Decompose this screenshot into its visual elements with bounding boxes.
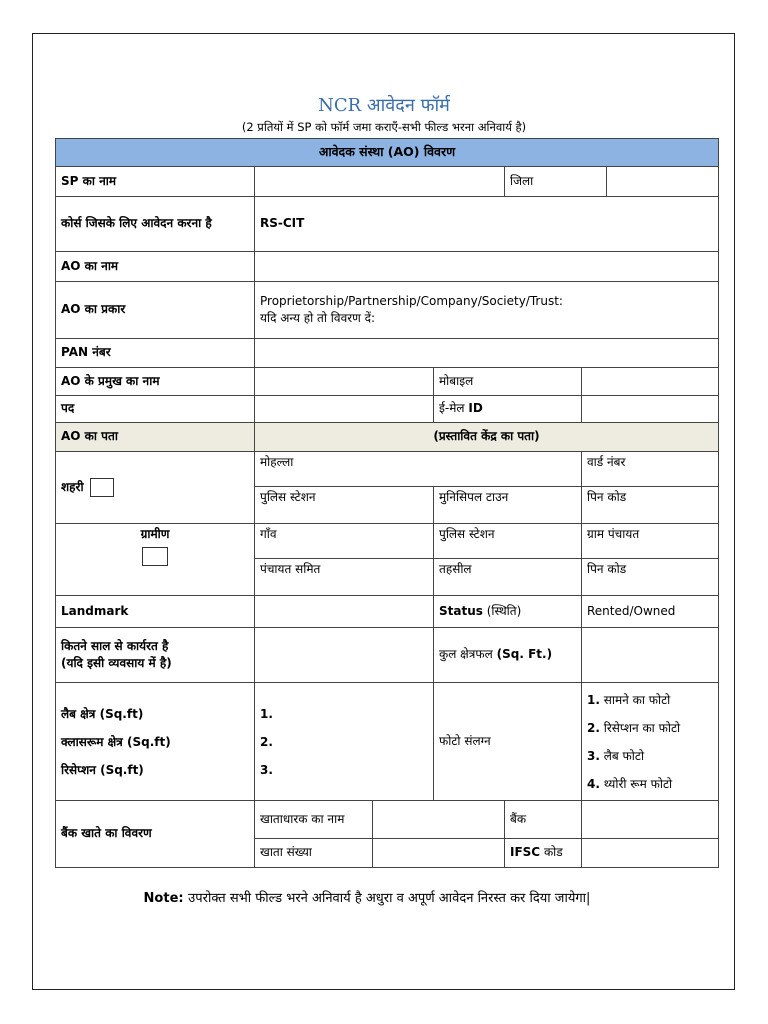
account-number-field[interactable]	[373, 839, 505, 868]
mohalla-cell[interactable]: मोहल्ला	[255, 452, 582, 487]
panchayat-samiti-cell[interactable]: पंचायत समित	[255, 559, 434, 596]
note-prefix: Note:	[143, 891, 184, 906]
mobile-label: मोबाइल	[434, 368, 582, 396]
ifsc-field[interactable]	[582, 839, 719, 868]
total-area-field[interactable]	[582, 628, 719, 683]
area-number-2: 2.	[260, 734, 273, 749]
lab-area-label	[61, 700, 249, 728]
course-value: RS-CIT	[255, 197, 719, 252]
rural-label: ग्रामीण	[140, 527, 170, 541]
table-row	[56, 197, 719, 252]
table-row	[56, 801, 719, 839]
photo-text: सामने का फोटो	[603, 692, 671, 707]
status-label-hi: (स्थिति)	[486, 603, 522, 618]
urban-checkbox[interactable]	[90, 478, 114, 497]
reception-area-prefix: रिसेप्शन	[61, 762, 96, 777]
urban-police-cell[interactable]: पुलिस स्टेशन	[255, 487, 434, 524]
photo-text: रिसेप्शन का फोटो	[603, 720, 681, 735]
mobile-field[interactable]	[582, 368, 719, 396]
class-area-unit: (Sq.ft)	[127, 734, 171, 749]
photo-item	[587, 742, 713, 770]
table-row	[56, 683, 719, 801]
account-number-label: खाता संख्या	[255, 839, 373, 868]
years-label	[56, 628, 255, 683]
account-holder-label: खाताधारक का नाम	[255, 801, 373, 839]
photo-attached-label: फोटो संलग्न	[434, 683, 582, 801]
status-label-en: Status	[439, 603, 483, 618]
areas-field[interactable]	[255, 683, 434, 801]
years-label-line1: कितने साल से कार्यरत है	[61, 638, 169, 653]
class-area-prefix: क्लासरूम क्षेत्र	[61, 734, 123, 749]
landmark-field[interactable]	[255, 596, 434, 628]
photo-text: लैब फोटो	[603, 748, 645, 763]
course-label: कोर्स जिसके लिए आवेदन करना है	[56, 197, 255, 252]
urban-label: शहरी	[61, 480, 84, 494]
tehsil-cell[interactable]: तहसील	[434, 559, 582, 596]
account-holder-field[interactable]	[373, 801, 505, 839]
email-label	[434, 396, 582, 423]
gram-panchayat-cell[interactable]: ग्राम पंचायत	[582, 524, 719, 559]
table-row	[56, 167, 719, 197]
photo-num: 3.	[587, 748, 600, 763]
total-area-label	[434, 628, 582, 683]
rural-cell	[56, 524, 255, 596]
table-row	[56, 524, 719, 559]
bank-name-field[interactable]	[582, 801, 719, 839]
table-row	[56, 368, 719, 396]
address-header-row	[56, 423, 719, 452]
ao-type-label: AO का प्रकार	[56, 282, 255, 339]
section-header: आवेदक संस्था (AO) विवरण	[56, 139, 719, 167]
email-label-prefix: ई-मेल	[439, 401, 465, 416]
ifsc-label-hi: कोड	[543, 845, 563, 860]
reception-area-label	[61, 756, 249, 784]
area-number-3: 3.	[260, 762, 273, 777]
ao-address-label: AO का पता	[56, 423, 255, 452]
table-row	[56, 339, 719, 368]
village-cell[interactable]: गाँव	[255, 524, 434, 559]
district-field[interactable]	[607, 167, 719, 197]
areas-label	[56, 683, 255, 801]
form-note	[0, 888, 734, 906]
bank-name-label: बैंक	[505, 801, 582, 839]
area-number-1: 1.	[260, 706, 273, 721]
rural-pin-cell[interactable]: पिन कोड	[582, 559, 719, 596]
form-subtitle: (2 प्रतियों में SP को फॉर्म जमा कराएँ-सभी फील्ड भरना अनिवार्य है)	[241, 120, 527, 134]
reception-area-unit: (Sq.ft)	[100, 762, 144, 777]
ao-head-field[interactable]	[255, 368, 434, 396]
photo-item	[587, 714, 713, 742]
section-header-row	[56, 139, 719, 167]
table-row	[56, 396, 719, 423]
table-row	[56, 452, 719, 487]
bank-label: बैंक खाते का विवरण	[56, 801, 255, 868]
photo-item	[587, 686, 713, 714]
photo-item	[587, 770, 713, 798]
lab-area-unit: (Sq.ft)	[99, 706, 144, 721]
ao-name-label: AO का नाम	[56, 252, 255, 282]
email-field[interactable]	[582, 396, 719, 423]
table-row	[56, 282, 719, 339]
photo-num: 4.	[587, 776, 600, 791]
photo-list	[582, 683, 719, 801]
pan-field[interactable]	[255, 339, 719, 368]
photo-num: 2.	[587, 720, 600, 735]
table-row	[56, 596, 719, 628]
ao-type-other: यदि अन्य हो तो विवरण दें:	[260, 311, 376, 325]
ao-type-options: Proprietorship/Partnership/Company/Society/Trust:	[260, 293, 563, 308]
ifsc-label	[505, 839, 582, 868]
ao-type-field[interactable]	[255, 282, 719, 339]
ao-name-field[interactable]	[255, 252, 719, 282]
total-area-prefix: कुल क्षेत्रफल	[439, 647, 493, 662]
ifsc-label-en: IFSC	[510, 845, 541, 860]
rural-checkbox[interactable]	[142, 547, 168, 566]
post-label: पद	[56, 396, 255, 423]
photo-num: 1.	[587, 692, 600, 707]
post-field[interactable]	[255, 396, 434, 423]
urban-cell	[56, 452, 255, 524]
application-form-table	[55, 138, 719, 868]
proposed-center-label: (प्रस्तावित केंद्र का पता)	[255, 423, 719, 452]
status-value: Rented/Owned	[582, 596, 719, 628]
years-label-line2: (यदि इसी व्यवसाय में है)	[61, 656, 172, 670]
form-title: NCR आवेदन फॉर्म	[318, 95, 450, 116]
note-text: उपरोक्त सभी फील्ड भरने अनिवार्य है अधुरा व अपूर्ण आवेदन निरस्त कर दिया जायेगा|	[188, 891, 591, 906]
photo-text: थ्योरी रूम फोटो	[603, 776, 673, 791]
table-row	[56, 252, 719, 282]
total-area-unit: (Sq. Ft.)	[496, 647, 553, 662]
ward-cell[interactable]: वार्ड नंबर	[582, 452, 719, 487]
years-field[interactable]	[255, 628, 434, 683]
ao-head-label: AO के प्रमुख का नाम	[56, 368, 255, 396]
email-label-suffix: ID	[468, 401, 483, 416]
rural-police-cell[interactable]: पुलिस स्टेशन	[434, 524, 582, 559]
pan-label: PAN नंबर	[56, 339, 255, 368]
table-row	[56, 628, 719, 683]
sp-name-field[interactable]	[255, 167, 505, 197]
lab-area-prefix: लैब क्षेत्र	[61, 706, 96, 721]
sp-name-label: SP का नाम	[56, 167, 255, 197]
class-area-label	[61, 728, 249, 756]
landmark-label: Landmark	[56, 596, 255, 628]
district-label: जिला	[505, 167, 607, 197]
status-label	[434, 596, 582, 628]
urban-pin-cell[interactable]: पिन कोड	[582, 487, 719, 524]
municipal-cell[interactable]: मुनिसिपल टाउन	[434, 487, 582, 524]
